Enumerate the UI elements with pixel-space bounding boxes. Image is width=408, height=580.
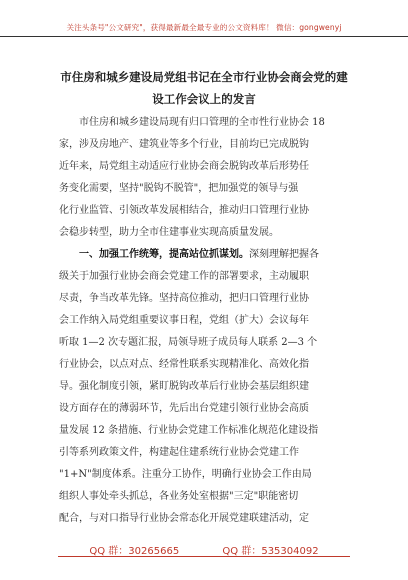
body-line [59,178,351,200]
body-line [59,200,351,222]
body-line-text: 深刻理解把握各 [249,249,319,260]
body-line-text: 近年来，局党组主动适应行业协会商会脱钩改革后形势任 [59,161,309,172]
body-line [59,332,351,354]
body-line-text: 听取 1—2 次专题汇报，局领导班子成员每人联系 2—3 个 [59,337,318,348]
body-line-text: 会工作纳入局党组重要议事日程，党组（扩大）会议每年 [59,315,309,326]
body-line [59,112,351,134]
body-line-text: 市住房和城乡建设局现有归口管理的全市性行业协会 18 [79,117,325,128]
body-line [59,508,351,530]
document-title [58,66,350,110]
body-line [59,156,351,178]
body-line [59,486,351,508]
body-line-text: 化行业监管、引领改革发展相结合，推动归口管理行业协 [59,205,309,216]
body-line-text: 尽责，争当改革先锋。坚持高位推动，把归口管理行业协 [59,293,309,304]
body-line [59,288,351,310]
body-line [59,376,351,398]
body-line-text: 级关于加强行业协会商会党建工作的部署要求，主动履职 [59,271,309,282]
header-bar [0,0,408,37]
body-line [59,398,351,420]
body-line-text: 会稳步转型，助力全市住建事业实现高质量发展。 [59,227,279,238]
section-heading: 一、加强工作统筹，提高站位抓谋划。 [79,249,249,260]
body-line [59,222,351,244]
body-line-text: 引等系列政策文件，构建起住建系统行业协会党建工作 [59,447,299,458]
title-line-1: 市住房和城乡建设局党组书记在全市行业协会商会党的建 [60,70,348,84]
footer-divider [58,556,350,557]
body-line-text: 量发展 12 条措施、行业协会党建工作标准化规范化建设指 [59,425,319,436]
body-line-text: 导。强化制度引领，紧盯脱钩改革后行业协会基层组织建 [59,381,309,392]
body-line-text: 务变化需要，坚持"脱钩不脱管"，把加强党的领导与强 [59,183,299,194]
body-line-text: 组织人事处牵头抓总，各业务处室根据"三定"职能密切 [59,491,299,502]
footer-qq-group-2: QQ 群：535304092 [222,546,319,557]
body-line-text: 设方面存在的薄弱环节，先后出台党建引领行业协会高质 [59,403,309,414]
title-line-2: 设工作会议上的发言 [152,92,256,106]
footer-contact [0,542,408,557]
body-line [59,420,351,442]
header-notice: 关注头条号"公文研究"，获得最新最全最专业的公文资料库！ 微信：gongwenyj [66,23,342,32]
body-line [59,244,351,266]
body-line-text: "1+N"制度体系。注重分工协作，明确行业协会工作由局 [59,469,312,480]
document-body [59,112,351,530]
body-line-text: 配合，与对口指导行业协会常态化开展党建联建活动，定 [59,513,309,524]
body-line [59,464,351,486]
footer-qq-group-1: QQ 群：30265665 [89,546,180,557]
body-line-text: 行业协会，以点对点、经常性联系实现精准化、高效化指 [59,359,309,370]
body-line [59,442,351,464]
body-line [59,354,351,376]
body-line [59,310,351,332]
body-line-text: 家，涉及房地产、建筑业等多个行业，目前均已完成脱钩 [59,139,309,150]
body-line [59,266,351,288]
body-line [59,134,351,156]
